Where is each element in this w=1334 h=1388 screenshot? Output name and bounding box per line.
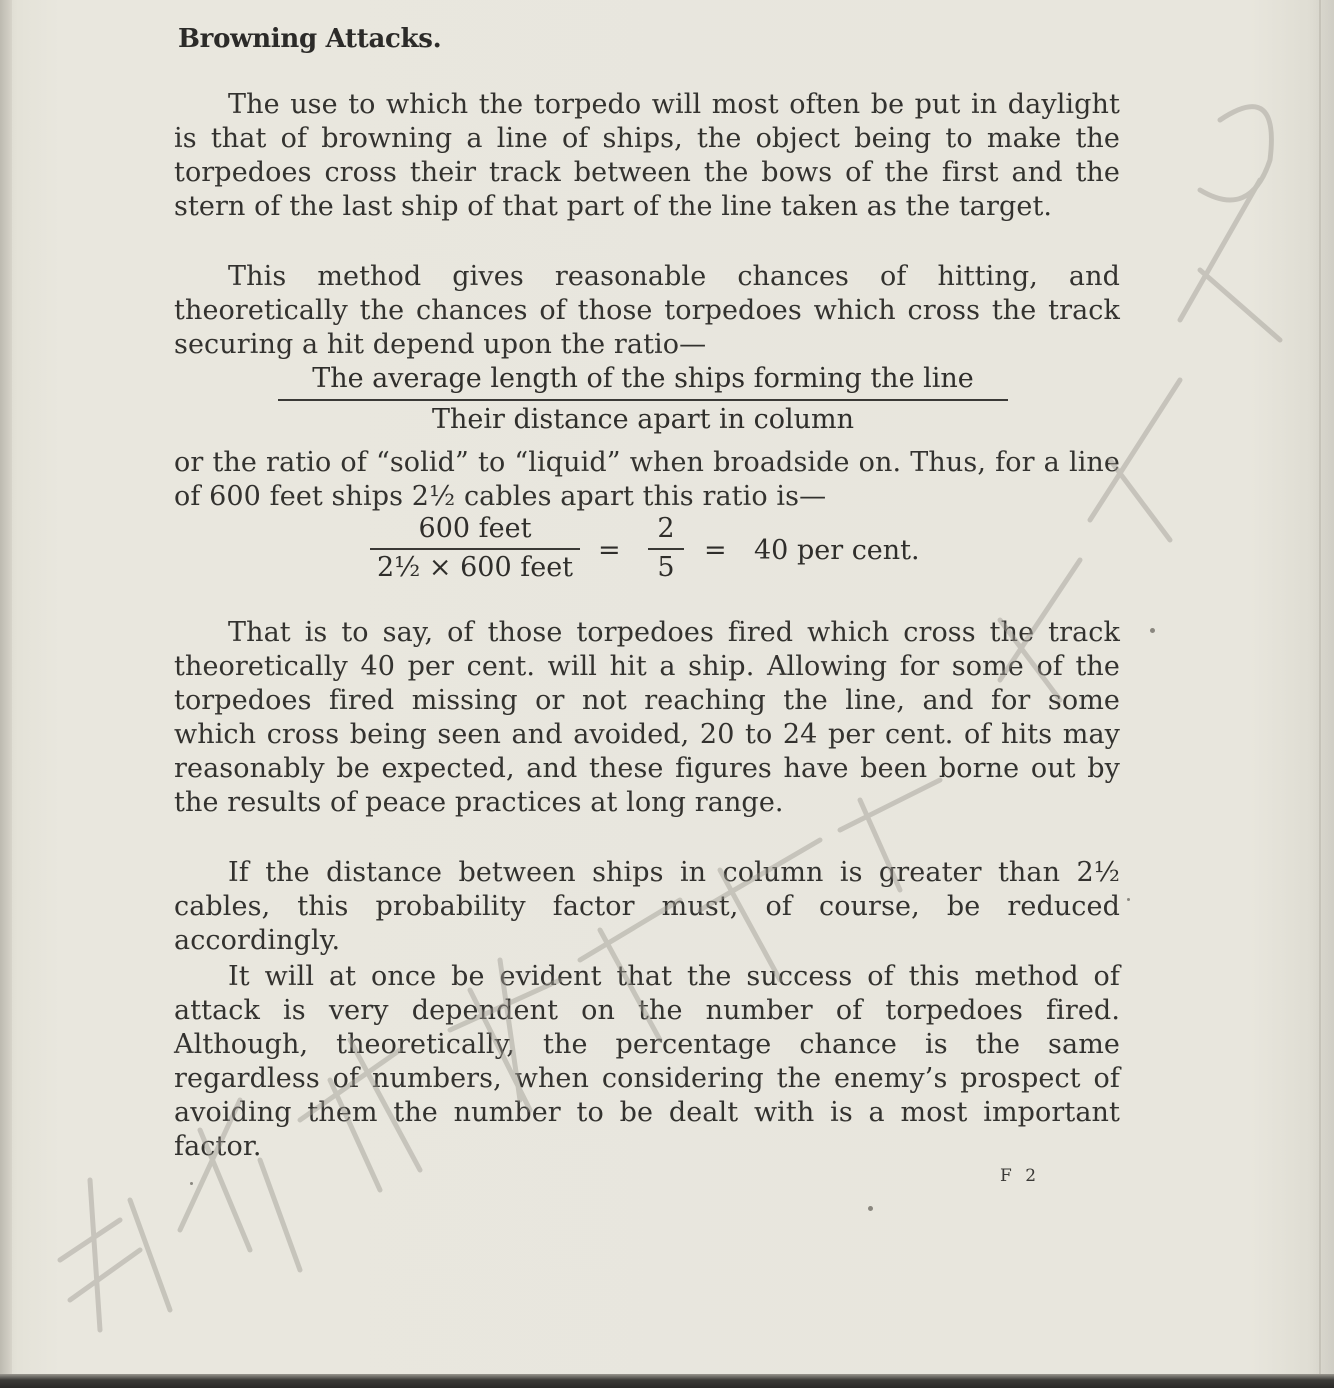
ratio-numerator: The average length of the ships forming the line: [278, 362, 1008, 401]
specks: [868, 1206, 873, 1211]
paragraph-3-text: or the ratio of “solid” to “liquid” when broadside on. Thus, for a line of 600 feet ships 2½ cables apart this ratio is—: [174, 447, 1120, 512]
paragraph-6: [174, 960, 1120, 1164]
calc-fraction-1-numerator: 600 feet: [370, 512, 580, 550]
signature-mark: F 2: [1000, 1166, 1041, 1186]
calc-equals-1: =: [598, 535, 621, 566]
paragraph-5-text: If the distance between ships in column is greater than 2½ cables, this probability factor must, of course, be reduced accordingly.: [174, 857, 1120, 956]
page-edge-line: [1319, 0, 1321, 1374]
calc-fraction-2-numerator: 2: [648, 512, 684, 550]
section-heading: Browning Attacks.: [178, 24, 442, 54]
specks: [1150, 628, 1155, 633]
paragraph-1-text: The use to which the torpedo will most often be put in daylight is that of browning a line of ships, the object being to make the torpedoes cross their track between the bows of the first and the stern of the last ship of that part of the line taken as the target.: [174, 89, 1120, 222]
ratio-fraction: [278, 362, 1008, 437]
paragraph-2-text: This method gives reasonable chances of hitting, and theoretically the chances of those torpedoes which cross the track securing a hit depend upon the ratio—: [174, 261, 1120, 360]
ratio-calculation: [370, 512, 970, 592]
specks: [190, 1182, 193, 1185]
paragraph-4: [174, 616, 1120, 820]
paragraph-1: [174, 88, 1120, 224]
paragraph-5: [174, 856, 1120, 958]
calc-fraction-1-denominator: 2½ × 600 feet: [376, 552, 574, 583]
calc-fraction-2-denominator: 5: [657, 552, 675, 583]
calc-fraction-2: [648, 512, 684, 586]
ratio-denominator: Their distance apart in column: [431, 404, 855, 435]
scan-bottom-edge: [0, 1374, 1334, 1388]
calc-fraction-1: [370, 512, 580, 586]
paragraph-2: [174, 260, 1120, 362]
paragraph-3: [174, 446, 1120, 514]
paragraph-4-text: That is to say, of those torpedoes fired which cross the track theoretically 40 per cent. will hit a ship. Allowing for some of the torpedoes fired missing or not reaching the line, and for some which cross being seen and avoided, 20 to 24 per cent. of hits may reasonably be expected, and these figures have been borne out by the results of peace practices at long range.: [174, 617, 1120, 818]
calc-equals-2: =: [704, 535, 727, 566]
binding-gutter: [0, 0, 12, 1388]
paragraph-6-text: It will at once be evident that the success of this method of attack is very dependent on the number of torpedoes fired. Although, theoretically, the percentage chance is the same regardless of numbers, when considering the enemy’s prospect of avoiding them the number to be dealt with is a most important factor.: [174, 961, 1120, 1162]
calc-result: 40 per cent.: [754, 535, 920, 566]
specks: [1127, 898, 1130, 901]
